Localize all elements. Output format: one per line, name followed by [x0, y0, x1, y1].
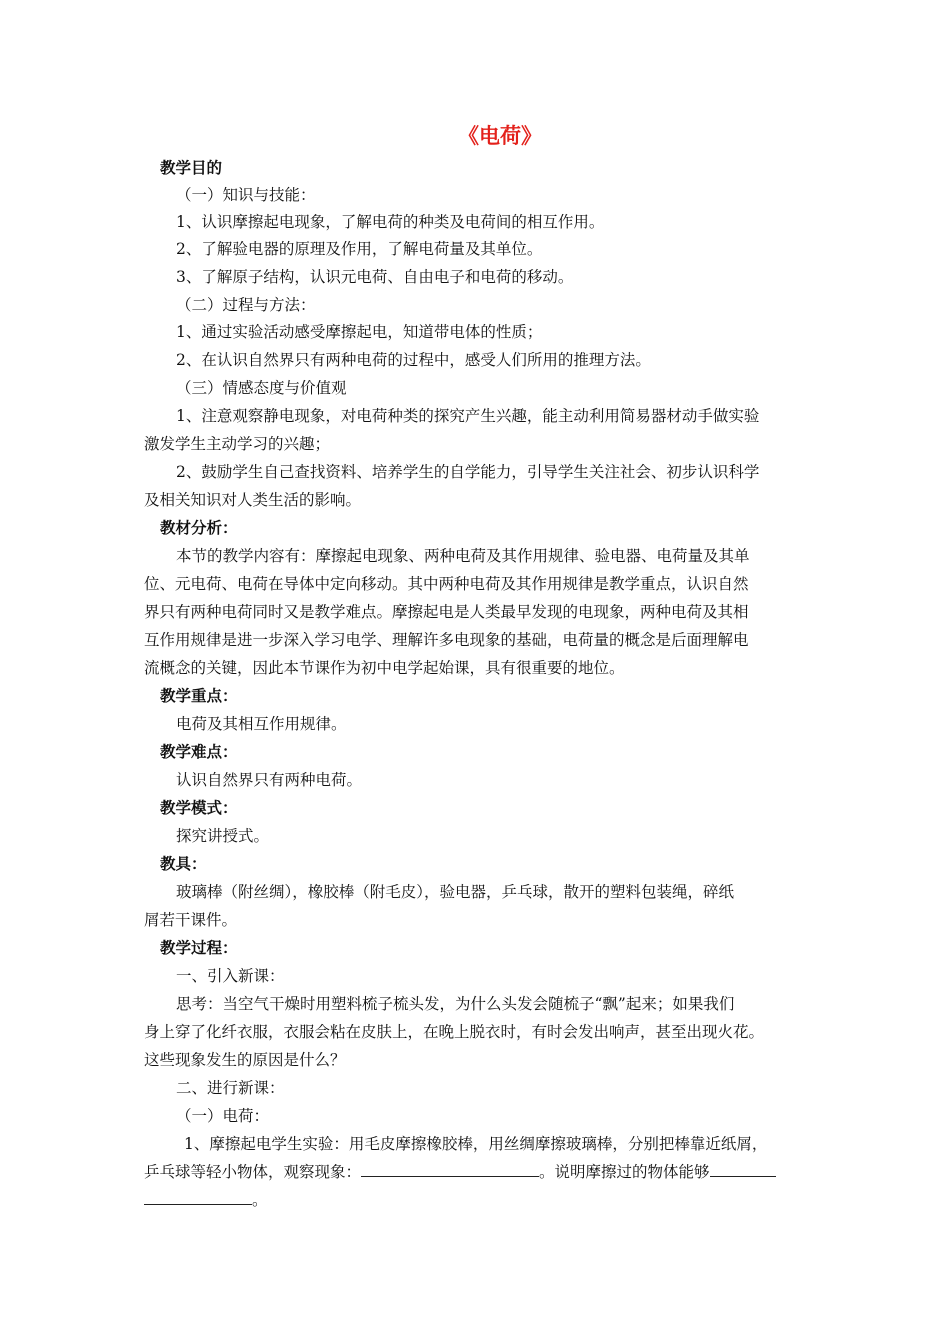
experiment-line-1: 1、摩擦起电学生实验：用毛皮摩擦橡胶棒，用丝绸摩擦玻璃棒，分别把棒靠近纸屑，	[184, 1135, 768, 1153]
analysis-line: 互作用规律是进一步深入学习电学、理解许多电现象的基础，电荷量的概念是后面理解电	[144, 631, 749, 649]
obj2-item-2: 2、在认识自然界只有两种电荷的过程中，感受人们所用的推理方法。	[176, 351, 651, 369]
analysis-line: 位、元电荷、电荷在导体中定向移动。其中两种电荷及其作用规律是教学重点，认识自然	[144, 575, 749, 593]
objectives-heading: 教学目的	[160, 159, 223, 177]
answer-blank	[144, 1190, 252, 1205]
charge-heading: （一）电荷：	[176, 1107, 270, 1125]
obj1-item-2: 2、了解验电器的原理及作用，了解电荷量及其单位。	[176, 240, 543, 258]
tools-heading: 教具：	[160, 855, 207, 873]
obj1-item-1: 1、认识摩擦起电现象，了解电荷的种类及电荷间的相互作用。	[176, 213, 605, 231]
new-lesson-heading: 二、进行新课：	[176, 1079, 285, 1097]
analysis-heading: 教材分析：	[160, 519, 238, 537]
answer-blank	[361, 1162, 539, 1177]
process-heading: 教学过程：	[160, 939, 238, 957]
obj1-item-3: 3、了解原子结构，认识元电荷、自由电子和电荷的移动。	[176, 268, 574, 286]
mode-text: 探究讲授式。	[176, 827, 270, 845]
experiment-line-3	[144, 1189, 268, 1211]
obj2-heading: （二）过程与方法：	[176, 296, 316, 314]
analysis-line: 界只有两种电荷同时又是教学难点。摩擦起电是人类最早发现的电现象，两种电荷及其相	[144, 603, 749, 621]
experiment-text: 。说明摩擦过的物体能够	[539, 1163, 710, 1181]
intro-heading: 一、引入新课：	[176, 967, 285, 985]
key-point-heading: 教学重点：	[160, 687, 238, 705]
think-line: 这些现象发生的原因是什么？	[144, 1051, 346, 1069]
think-line: 身上穿了化纤衣服，衣服会粘在皮肤上，在晚上脱衣时，有时会发出响声，甚至出现火花。	[144, 1023, 765, 1041]
key-point-text: 电荷及其相互作用规律。	[176, 715, 347, 733]
experiment-text: 乒乓球等轻小物体，观察现象：	[144, 1163, 362, 1181]
obj3-item-2-line-2: 及相关知识对人类生活的影响。	[144, 491, 362, 509]
tools-line: 玻璃棒（附丝绸），橡胶棒（附毛皮），验电器，乒乓球，散开的塑料包装绳，碎纸	[176, 883, 735, 901]
obj3-heading: （三）情感态度与价值观	[176, 379, 347, 397]
think-line: 思考：当空气干燥时用塑料梳子梳头发，为什么头发会随梳子“飘”起来；如果我们	[176, 995, 735, 1013]
difficulty-heading: 教学难点：	[160, 743, 238, 761]
tools-line: 屑若干课件。	[144, 911, 238, 929]
experiment-text: 。	[252, 1191, 268, 1209]
obj3-item-1-line-2: 激发学生主动学习的兴趣；	[144, 435, 331, 453]
obj3-item-2-line-1: 2、鼓励学生自己查找资料、培养学生的自学能力，引导学生关注社会、初步认识科学	[176, 463, 760, 481]
page-title: 《电荷》	[458, 124, 542, 148]
obj3-item-1-line-1: 1、注意观察静电现象，对电荷种类的探究产生兴趣，能主动利用简易器材动手做实验	[176, 407, 760, 425]
mode-heading: 教学模式：	[160, 799, 238, 817]
analysis-line: 本节的教学内容有：摩擦起电现象、两种电荷及其作用规律、验电器、电荷量及其单	[176, 547, 750, 565]
analysis-line: 流概念的关键，因此本节课作为初中电学起始课，具有很重要的地位。	[144, 659, 625, 677]
answer-blank	[710, 1162, 776, 1177]
difficulty-text: 认识自然界只有两种电荷。	[176, 771, 363, 789]
obj2-item-1: 1、通过实验活动感受摩擦起电，知道带电体的性质；	[176, 323, 543, 341]
obj1-heading: （一）知识与技能：	[176, 186, 316, 204]
experiment-line-2	[144, 1161, 776, 1183]
